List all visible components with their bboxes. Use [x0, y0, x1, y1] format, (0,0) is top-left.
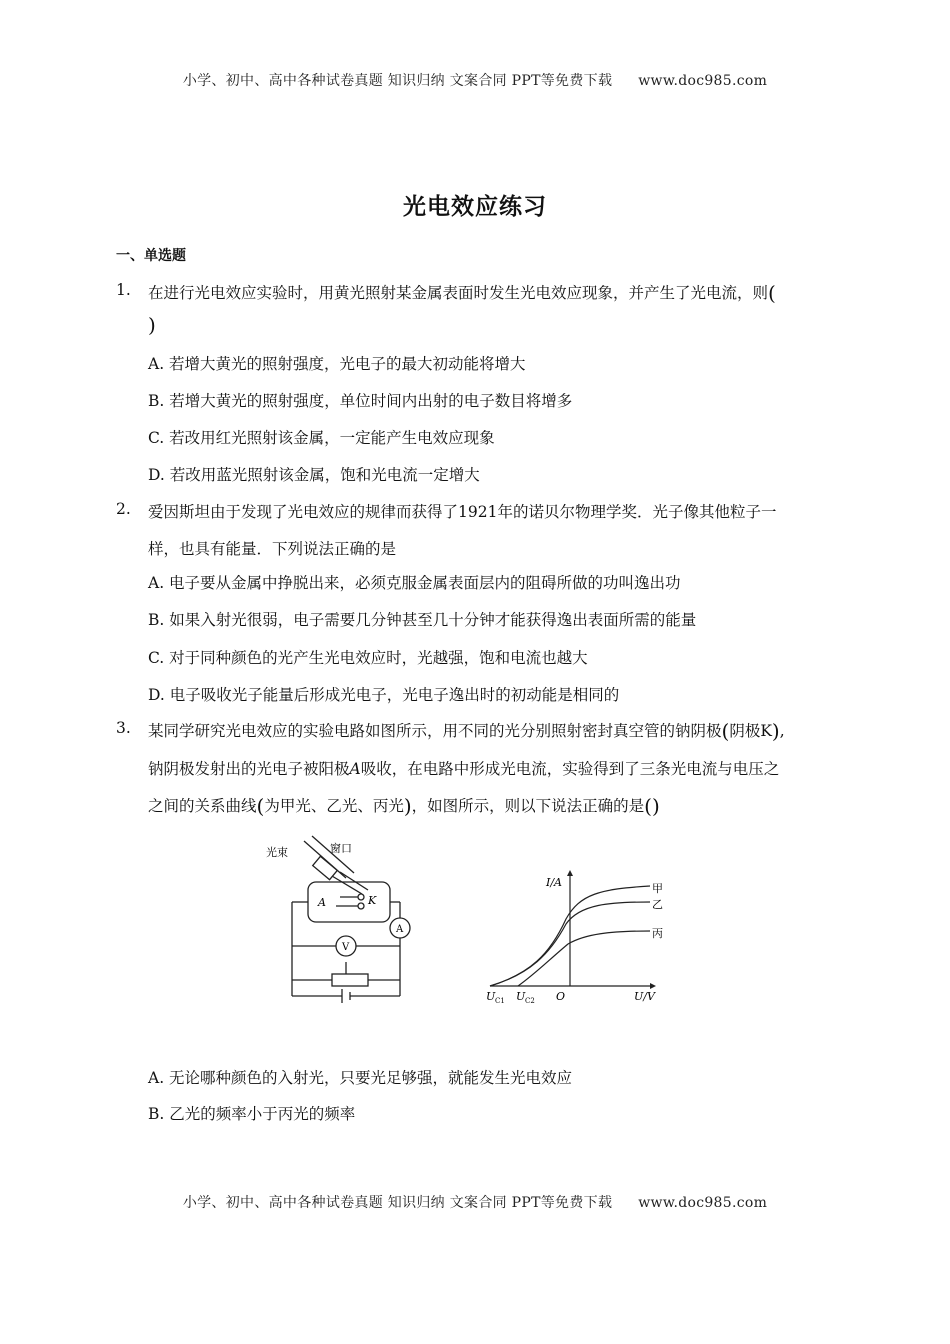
question-3-line-1: 某同学研究光电效应的实验电路如图所示，用不同的光分别照射密封真空管的钠阴极(阴极K), — [148, 719, 785, 743]
voltmeter-label: V — [342, 942, 350, 953]
header-text: 小学、初中、高中各种试卷真题 知识归纳 文案合同 PPT等免费下载 — [182, 73, 613, 89]
question-1-number: 1. — [116, 281, 131, 299]
header-site[interactable]: www.doc985.com — [638, 73, 768, 89]
question-1-option-d[interactable]: D. 若改用蓝光照射该金属，饱和光电流一定增大 — [148, 466, 480, 484]
question-2-number: 2. — [116, 500, 131, 518]
section-heading: 一、单选题 — [116, 248, 186, 264]
cathode-label: K — [368, 894, 377, 907]
uc2-subscript: C2 — [525, 997, 535, 1005]
question-2-line-2: 样，也具有能量．下列说法正确的是 — [148, 540, 397, 558]
uc1-label: U — [486, 990, 496, 1003]
question-3-line-3-text: 之间的关系曲线 — [148, 797, 257, 815]
question-2-option-c[interactable]: C. 对于同种颜色的光产生光电效应时，光越强，饱和电流也越大 — [148, 649, 588, 667]
electron-1 — [358, 894, 364, 900]
question-3-figure — [250, 834, 690, 1014]
curve-bing — [518, 931, 650, 986]
question-3-option-a[interactable]: A. 无论哪种颜色的入射光，只要光足够强，就能发生光电效应 — [148, 1069, 573, 1087]
window-label: 窗口 — [330, 842, 352, 855]
iu-graph — [486, 870, 663, 1005]
page-header — [0, 70, 950, 90]
uc1-subscript: C1 — [495, 997, 505, 1005]
paren-close: ) — [771, 719, 780, 743]
question-2-option-b[interactable]: B. 如果入射光很弱，电子需要几分钟甚至几十分钟才能获得逸出表面所需的能量 — [148, 611, 697, 629]
ammeter-label: A — [396, 924, 404, 935]
curve-label-bing: 丙 — [652, 927, 663, 940]
uc2-label: U — [516, 990, 526, 1003]
question-3-light-list: 为甲光、乙光、丙光 — [264, 797, 404, 815]
question-1-stem-2 — [148, 313, 156, 337]
origin-label: O — [556, 990, 566, 1003]
question-3-line-3 — [148, 794, 660, 818]
question-2-option-a[interactable]: A. 电子要从金属中挣脱出来，必须克服金属表面层内的阻碍所做的功叫逸出功 — [148, 574, 681, 592]
question-1-option-b[interactable]: B. 若增大黄光的照射强度，单位时间内出射的电子数目将增多 — [148, 392, 573, 410]
question-3-cathode-label: 阴极K — [729, 722, 772, 740]
paren-close: ) — [403, 794, 412, 818]
question-3-line-1-text: 某同学研究光电效应的实验电路如图所示，用不同的光分别照射密封真空管的钠阴极 — [148, 722, 722, 740]
question-1-line-1: 在进行光电效应实验时，用黄光照射某金属表面时发生光电效应现象，并产生了光电流，则 — [148, 284, 769, 302]
question-3-line-2 — [148, 757, 779, 779]
x-axis-label: U/V — [634, 990, 655, 1003]
window-frame — [313, 856, 338, 879]
paren-open: ( — [256, 794, 265, 818]
question-1-stem — [148, 281, 776, 305]
curve-label-jia: 甲 — [652, 882, 663, 895]
rheostat — [332, 974, 368, 986]
light-beam-label: 光束 — [266, 846, 288, 859]
question-1-option-c[interactable]: C. 若改用红光照射该金属，一定能产生电效应现象 — [148, 429, 495, 447]
question-3-option-b[interactable]: B. 乙光的频率小于丙光的频率 — [148, 1105, 356, 1123]
question-1-option-a[interactable]: A. 若增大黄光的照射强度，光电子的最大初动能将增大 — [148, 355, 526, 373]
footer-site[interactable]: www.doc985.com — [638, 1195, 768, 1211]
anode-symbol: A — [349, 760, 361, 778]
curve-label-yi: 乙 — [652, 898, 663, 911]
question-3-line-2-rest: 吸收，在电路中形成光电流，实验得到了三条光电流与电压之 — [360, 760, 780, 778]
question-2-option-d[interactable]: D. 电子吸收光子能量后形成光电子，光电子逸出时的初动能是相同的 — [148, 686, 620, 704]
circuit-diagram — [292, 836, 410, 1003]
answer-blank: () — [644, 794, 660, 818]
incident-light-arrow — [332, 876, 362, 894]
y-axis-label: I/A — [546, 876, 562, 889]
incident-light-arrow-2 — [340, 872, 368, 890]
footer-text: 小学、初中、高中各种试卷真题 知识归纳 文案合同 PPT等免费下载 — [182, 1195, 613, 1211]
x-axis-arrow — [650, 983, 656, 989]
question-3-line-3-rest: ，如图所示，则以下说法正确的是 — [411, 797, 645, 815]
page-title: 光电效应练习 — [403, 194, 547, 220]
question-3-line-2-text: 钠阴极发射出的光电子被阳极 — [148, 760, 350, 778]
paren-close: ) — [148, 313, 156, 337]
paren-open: ( — [721, 719, 730, 743]
anode-label: A — [318, 896, 326, 909]
question-3-number: 3. — [116, 719, 131, 737]
y-axis-arrow — [567, 870, 573, 876]
paren-open: ( — [768, 281, 776, 305]
electron-2 — [358, 903, 364, 909]
question-2-line-1: 爱因斯坦由于发现了光电效应的规律而获得了1921年的诺贝尔物理学奖．光子像其他粒子一 — [148, 503, 777, 521]
page-footer — [0, 1192, 950, 1212]
